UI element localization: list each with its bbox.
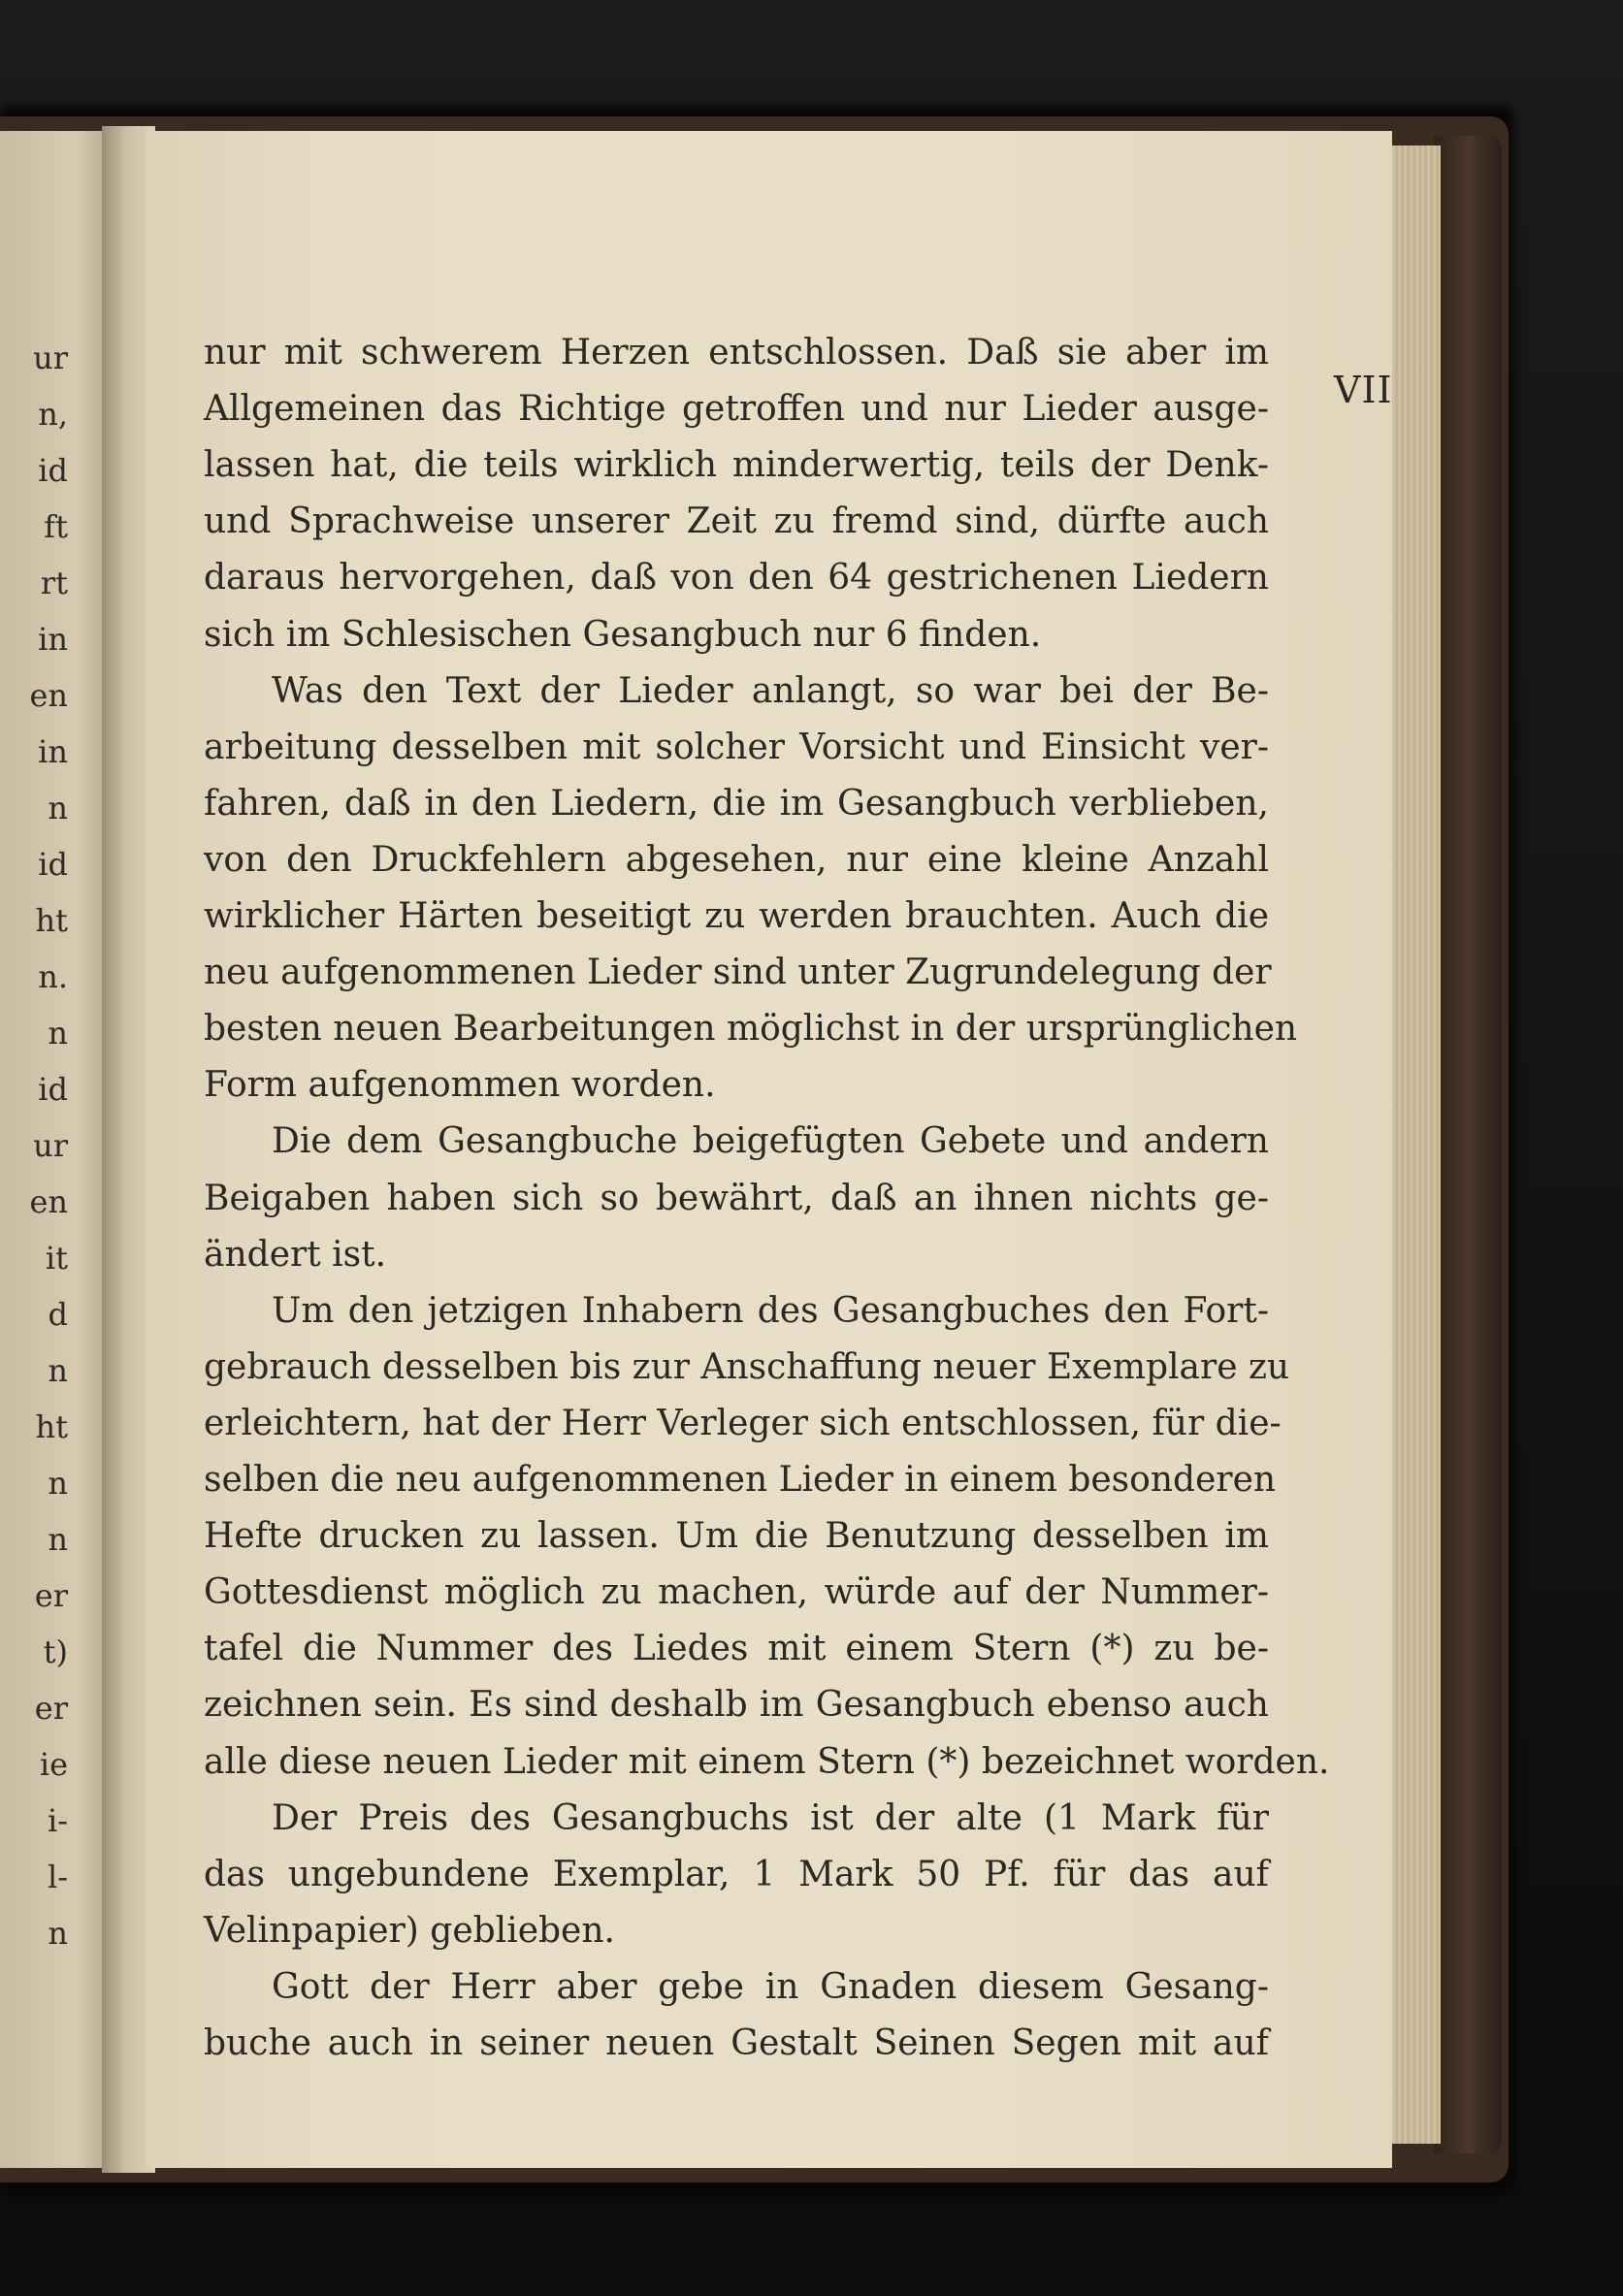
left-page-fragment: er <box>34 1690 68 1727</box>
left-page-fragment: id <box>38 846 68 883</box>
text-line: Was den Text der Lieder anlangt, so war bei der Be- <box>272 670 1269 711</box>
left-page-fragment: ht <box>35 1408 68 1445</box>
text-line: ändert ist. <box>204 1234 387 1275</box>
text-line: Beigaben haben sich so bewährt, daß an ihnen nichts ge- <box>204 1178 1269 1218</box>
left-page-fragment: id <box>38 452 68 489</box>
left-page-fragment: er <box>34 1577 68 1614</box>
text-line: wirklicher Härten beseitigt zu werden brauchten. Auch die <box>204 896 1269 936</box>
text-line: zeichnen sein. Es sind deshalb im Gesangbuch ebenso auch <box>204 1685 1269 1726</box>
text-line: nur mit schwerem Herzen entschlossen. Daß sie aber im <box>204 333 1269 372</box>
left-page-fragment: n <box>48 1521 68 1558</box>
text-line: Hefte drucken zu lassen. Um die Benutzung desselben im <box>204 1516 1269 1557</box>
text-line: das ungebundene Exemplar, 1 Mark 50 Pf. für das auf <box>204 1854 1269 1894</box>
left-page-fragment: n, <box>38 396 68 433</box>
left-page-fragment: ht <box>35 902 68 939</box>
left-page <box>0 131 109 2168</box>
text-line: lassen hat, die teils wirklich minderwertig, teils der Denk- <box>204 445 1269 486</box>
left-page-fragment: n <box>48 1465 68 1502</box>
text-line: Form aufgenommen worden. <box>204 1065 716 1106</box>
left-page-fragment: ur <box>33 1127 68 1164</box>
left-page-fragment: d <box>48 1296 68 1333</box>
text-line: tafel die Nummer des Liedes mit einem Stern (*) zu be- <box>204 1629 1269 1669</box>
left-page-fragment: l- <box>47 1859 68 1895</box>
left-page-fragment: n <box>48 1915 68 1952</box>
text-line: Velinpapier) geblieben. <box>204 1910 615 1951</box>
left-page-fragment: ur <box>33 340 68 376</box>
left-page-fragment: n <box>48 1015 68 1051</box>
right-page <box>146 131 1392 2168</box>
left-page-fragment: n. <box>38 958 68 995</box>
text-line: erleichtern, hat der Herr Verleger sich entschlossen, für die- <box>204 1403 1282 1443</box>
left-page-fragment: en <box>29 1183 68 1220</box>
text-line: daraus hervorgehen, daß von den 64 gestrichenen Liedern <box>204 558 1269 598</box>
text-line: Die dem Gesangbuche beigefügten Gebete und andern <box>272 1121 1269 1162</box>
text-line: und Sprachweise unserer Zeit zu fremd sind, dürfte auch <box>204 501 1269 542</box>
book-spine-edge <box>1434 136 1502 2153</box>
left-page-fragment: id <box>38 1071 68 1108</box>
text-line: besten neuen Bearbeitungen möglichst in der ursprünglichen <box>204 1009 1298 1050</box>
text-line: alle diese neuen Lieder mit einem Stern (*) bezeichnet worden. <box>204 1741 1330 1782</box>
text-line: neu aufgenommenen Lieder sind unter Zugrundelegung der <box>204 953 1272 993</box>
left-page-fragment: i- <box>47 1802 68 1839</box>
text-line: sich im Schlesischen Gesangbuch nur 6 finden. <box>204 614 1042 655</box>
text-line: arbeitung desselben mit solcher Vorsicht und Einsicht ver- <box>204 727 1269 767</box>
text-line: Der Preis des Gesangbuchs ist der alte (1 Mark für <box>272 1797 1269 1838</box>
left-page-fragment: ie <box>39 1746 68 1783</box>
text-line: buche auch in seiner neuen Gestalt Seinen Segen mit auf <box>204 2023 1269 2063</box>
page-number: VII <box>1334 369 1393 411</box>
text-line: Um den jetzigen Inhabern des Gesangbuches den Fort- <box>272 1290 1269 1331</box>
left-page-fragment: en <box>29 677 68 714</box>
left-page-fragment: t) <box>43 1633 68 1670</box>
text-line: gebrauch desselben bis zur Anschaffung neuer Exemplare zu <box>204 1346 1290 1387</box>
left-page-fragment: it <box>45 1240 68 1277</box>
text-line: von den Druckfehlern abgesehen, nur eine kleine Anzahl <box>204 839 1269 880</box>
text-line: Gottesdienst möglich zu machen, würde auf der Nummer- <box>204 1572 1269 1613</box>
left-page-fragment: rt <box>40 565 68 601</box>
text-line: Gott der Herr aber gebe in Gnaden diesem Gesang- <box>272 1966 1269 2007</box>
left-page-fragment: n <box>48 790 68 826</box>
left-page-fragment: n <box>48 1352 68 1389</box>
text-line: selben die neu aufgenommenen Lieder in einem besonderen <box>204 1460 1277 1500</box>
text-line: Allgemeinen das Richtige getroffen und nur Lieder ausge- <box>204 389 1269 430</box>
left-page-fragment: ft <box>44 508 68 545</box>
left-page-fragment: in <box>38 621 68 658</box>
text-line: fahren, daß in den Liedern, die im Gesangbuch verblieben, <box>204 783 1269 824</box>
left-page-fragment: in <box>38 733 68 770</box>
